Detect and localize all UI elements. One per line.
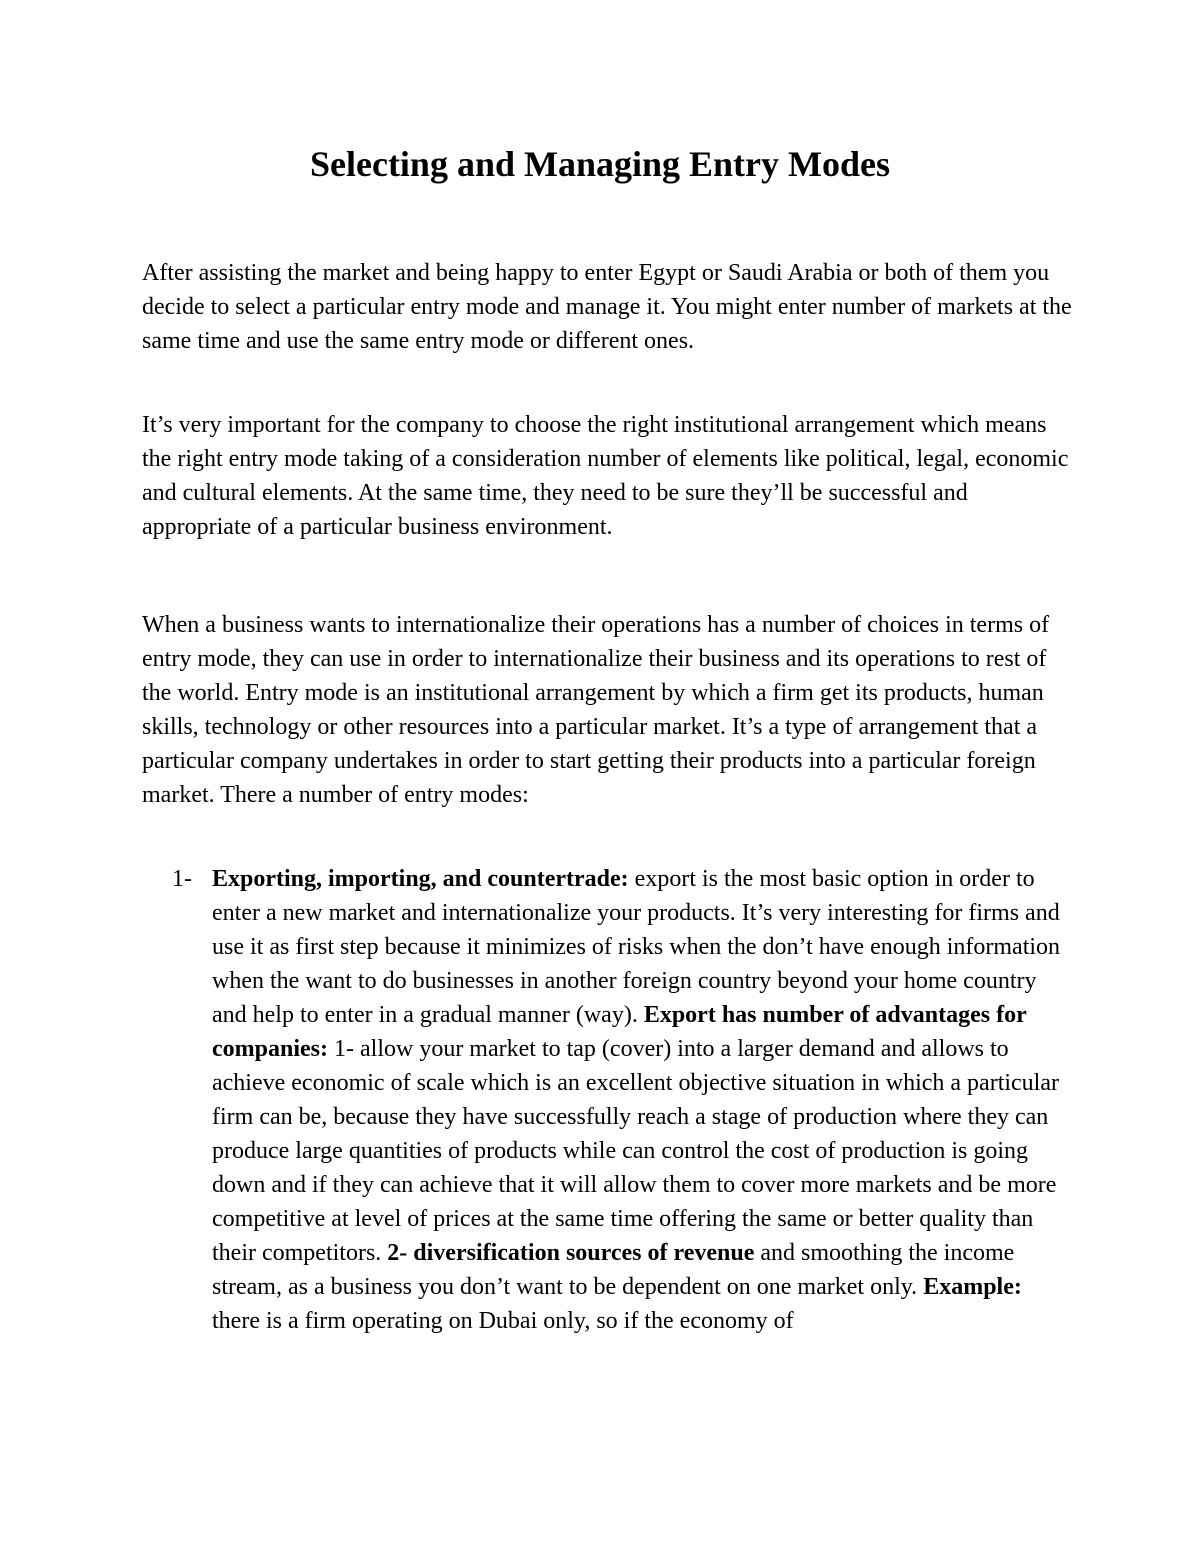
list-item-bold-example: Example: bbox=[923, 1274, 1022, 1300]
list-item bbox=[142, 862, 1072, 1338]
list-item-text: there is a firm operating on Dubai only, so if the economy of bbox=[212, 1308, 794, 1334]
list-item-bold-diversification: 2- diversification sources of revenue bbox=[387, 1240, 755, 1266]
paragraph-entry-modes: When a business wants to internationalize their operations has a number of choices in terms of entry mode, they can use in order to internationalize their business and its operations to rest of the world. Entry mode is an institutional arrangement by which a firm get its products, human skills, technology or other resources into a particular market. It’s a type of arrangement that a particular company undertakes in order to start getting their products into a particular foreign market. There a number of entry modes: bbox=[142, 612, 1050, 808]
list-item-text: 1- allow your market to tap (cover) into a larger demand and allows to achieve economic of scale which is an excellent objective situation in which a particular firm can be, because they have successfully reach a stage of production where they can produce large quantities of products while can control the cost of production is going down and if they can achieve that it will allow them to cover more markets and be more competitive at level of prices at the same time offering the same or better quality than their competitors. bbox=[212, 1036, 1059, 1266]
list-item-text: export is the most basic option in order to enter a new market and internationalize your products. It’s very interesting for firms and use it as first step because it minimizes of risks when the don’t have enough information when the want to do businesses in another foreign country beyond your home country and help to enter in a gradual manner (way). bbox=[212, 866, 1061, 1028]
entry-modes-list bbox=[142, 862, 1072, 1338]
paragraph-importance: It’s very important for the company to choose the right institutional arrangement which means the right entry mode taking of a consideration number of elements like political, legal, economic and cultural elements. At the same time, they need to be sure they’ll be successful and appropriate of a particular business environment. bbox=[142, 412, 1069, 540]
list-item-bold-advantages: Export has number of advantages for companies: bbox=[212, 1002, 1027, 1062]
paragraph-intro: After assisting the market and being happy to enter Egypt or Saudi Arabia or both of them you decide to select a particular entry mode and manage it. You might enter number of markets at the same time and use the same entry mode or different ones. bbox=[142, 260, 1072, 354]
list-marker: 1- bbox=[172, 866, 192, 892]
list-item-text: and smoothing the income stream, as a business you don’t want to be dependent on one market only. bbox=[212, 1240, 1015, 1300]
list-item-heading: Exporting, importing, and countertrade: bbox=[212, 866, 629, 892]
page-title: Selecting and Managing Entry Modes bbox=[309, 144, 891, 184]
